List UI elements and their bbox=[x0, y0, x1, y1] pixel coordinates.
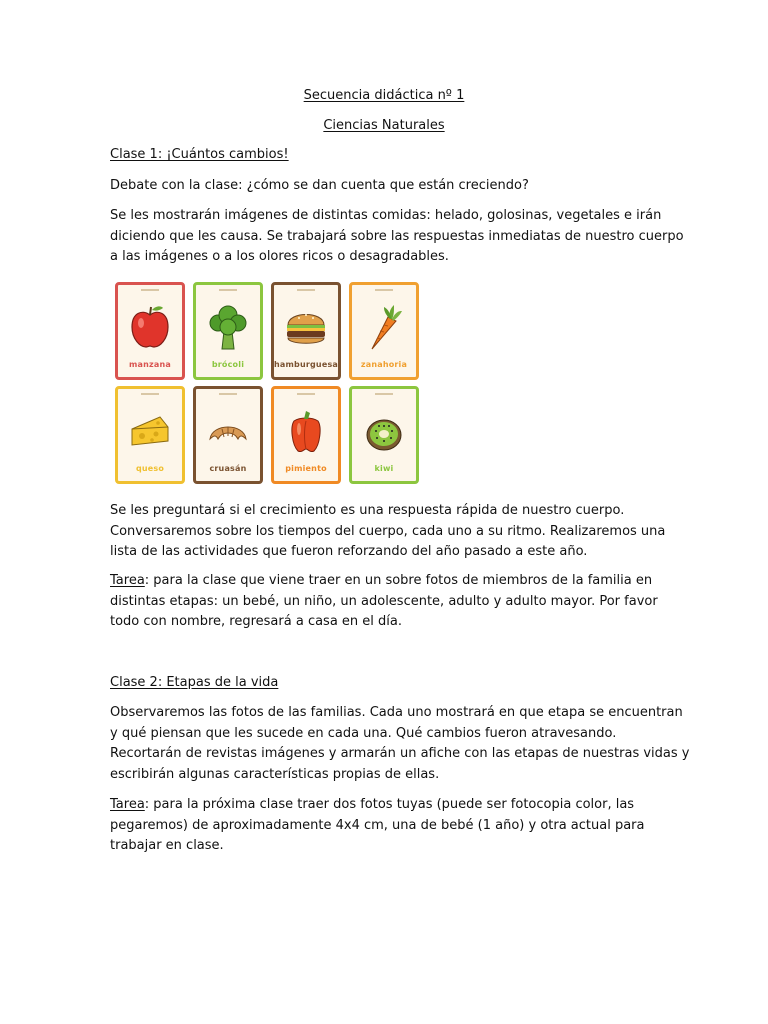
card-label: zanahoria bbox=[360, 360, 408, 369]
tarea-label: Tarea bbox=[110, 797, 145, 812]
card-label: kiwi bbox=[374, 464, 394, 473]
apple-icon bbox=[128, 301, 172, 353]
clase2-tarea-line1 bbox=[110, 795, 634, 816]
carrot-icon bbox=[362, 301, 406, 353]
clase2-paragraph-line3: Recortarán de revistas imágenes y armarán un afiche con las etapas de nuestras vidas y bbox=[110, 746, 690, 761]
hamburger-icon bbox=[284, 301, 328, 353]
clase2-paragraph-line4: escribirán algunas características propias de ellas. bbox=[110, 766, 440, 782]
document-title: Secuencia didáctica nº 1 bbox=[303, 88, 465, 103]
food-card bbox=[349, 386, 419, 484]
card-label: pimiento bbox=[285, 464, 327, 473]
food-card bbox=[193, 282, 263, 380]
food-card bbox=[271, 282, 341, 380]
clase1-paragraph2-line1: Se les preguntará si el crecimiento es una respuesta rápida de nuestro cuerpo. bbox=[110, 503, 625, 518]
clase1-heading: Clase 1: ¡Cuántos cambios! bbox=[110, 147, 289, 162]
clase2-heading: Clase 2: Etapas de la vida bbox=[110, 675, 279, 690]
card-label: queso bbox=[135, 464, 165, 473]
card-label: hamburguesa bbox=[274, 360, 339, 369]
card-label: cruasán bbox=[209, 464, 247, 473]
clase1-paragraph1-line3: a las imágenes o a los olores ricos o desagradables. bbox=[110, 249, 449, 264]
clase1-tarea-line3: todo con nombre, regresará a casa en el día. bbox=[110, 614, 402, 629]
card-label: brócoli bbox=[211, 360, 245, 369]
food-card bbox=[271, 386, 341, 484]
document-subject: Ciencias Naturales bbox=[323, 118, 445, 133]
clase1-paragraph2-line3: lista de las actividades que fueron reforzando del año pasado a este año. bbox=[110, 544, 588, 559]
card-label: manzana bbox=[129, 360, 171, 369]
croissant-icon bbox=[206, 405, 250, 457]
pepper-icon bbox=[284, 405, 328, 457]
tarea-text: : para la próxima clase traer dos fotos tuyas (puede ser fotocopia color, las bbox=[144, 797, 635, 812]
clase1-paragraph1-line2: diciendo que les causa. Se trabajará sobre las respuestas inmediatas de nuestro cuerpo bbox=[110, 228, 684, 244]
food-card bbox=[115, 282, 185, 380]
clase2-tarea-line2: pegaremos) de aproximadamente 4x4 cm, una de bebé (1 año) y otra actual para bbox=[110, 817, 645, 833]
clase1-tarea-line1 bbox=[110, 571, 652, 592]
food-card bbox=[115, 386, 185, 484]
broccoli-icon bbox=[206, 301, 250, 353]
kiwi-icon bbox=[362, 405, 406, 457]
clase2-tarea-line3: trabajar en clase. bbox=[110, 838, 224, 853]
tarea-label: Tarea bbox=[110, 573, 145, 588]
food-card bbox=[193, 386, 263, 484]
food-card bbox=[349, 282, 419, 380]
clase2-paragraph-line2: y qué piensan que les sucede en cada una. Qué cambios fueron atravesando. bbox=[110, 725, 617, 741]
cheese-icon bbox=[128, 405, 172, 457]
clase1-paragraph1-line1: Se les mostrarán imágenes de distintas comidas: helado, golosinas, vegetales e irán bbox=[110, 208, 662, 223]
clase1-paragraph2-line2: Conversaremos sobre los tiempos del cuerpo, cada uno a su ritmo. Realizaremos una bbox=[110, 523, 666, 539]
clase1-debate: Debate con la clase: ¿cómo se dan cuenta que están creciendo? bbox=[110, 178, 529, 193]
tarea-text: : para la clase que viene traer en un sobre fotos de miembros de la familia en bbox=[144, 573, 653, 588]
clase2-paragraph-line1: Observaremos las fotos de las familias. Cada uno mostrará en que etapa se encuentran bbox=[110, 705, 683, 720]
clase1-tarea-line2: distintas etapas: un bebé, un niño, un adolescente, adulto y adulto mayor. Por favor bbox=[110, 593, 658, 609]
food-cards-image bbox=[109, 278, 425, 488]
